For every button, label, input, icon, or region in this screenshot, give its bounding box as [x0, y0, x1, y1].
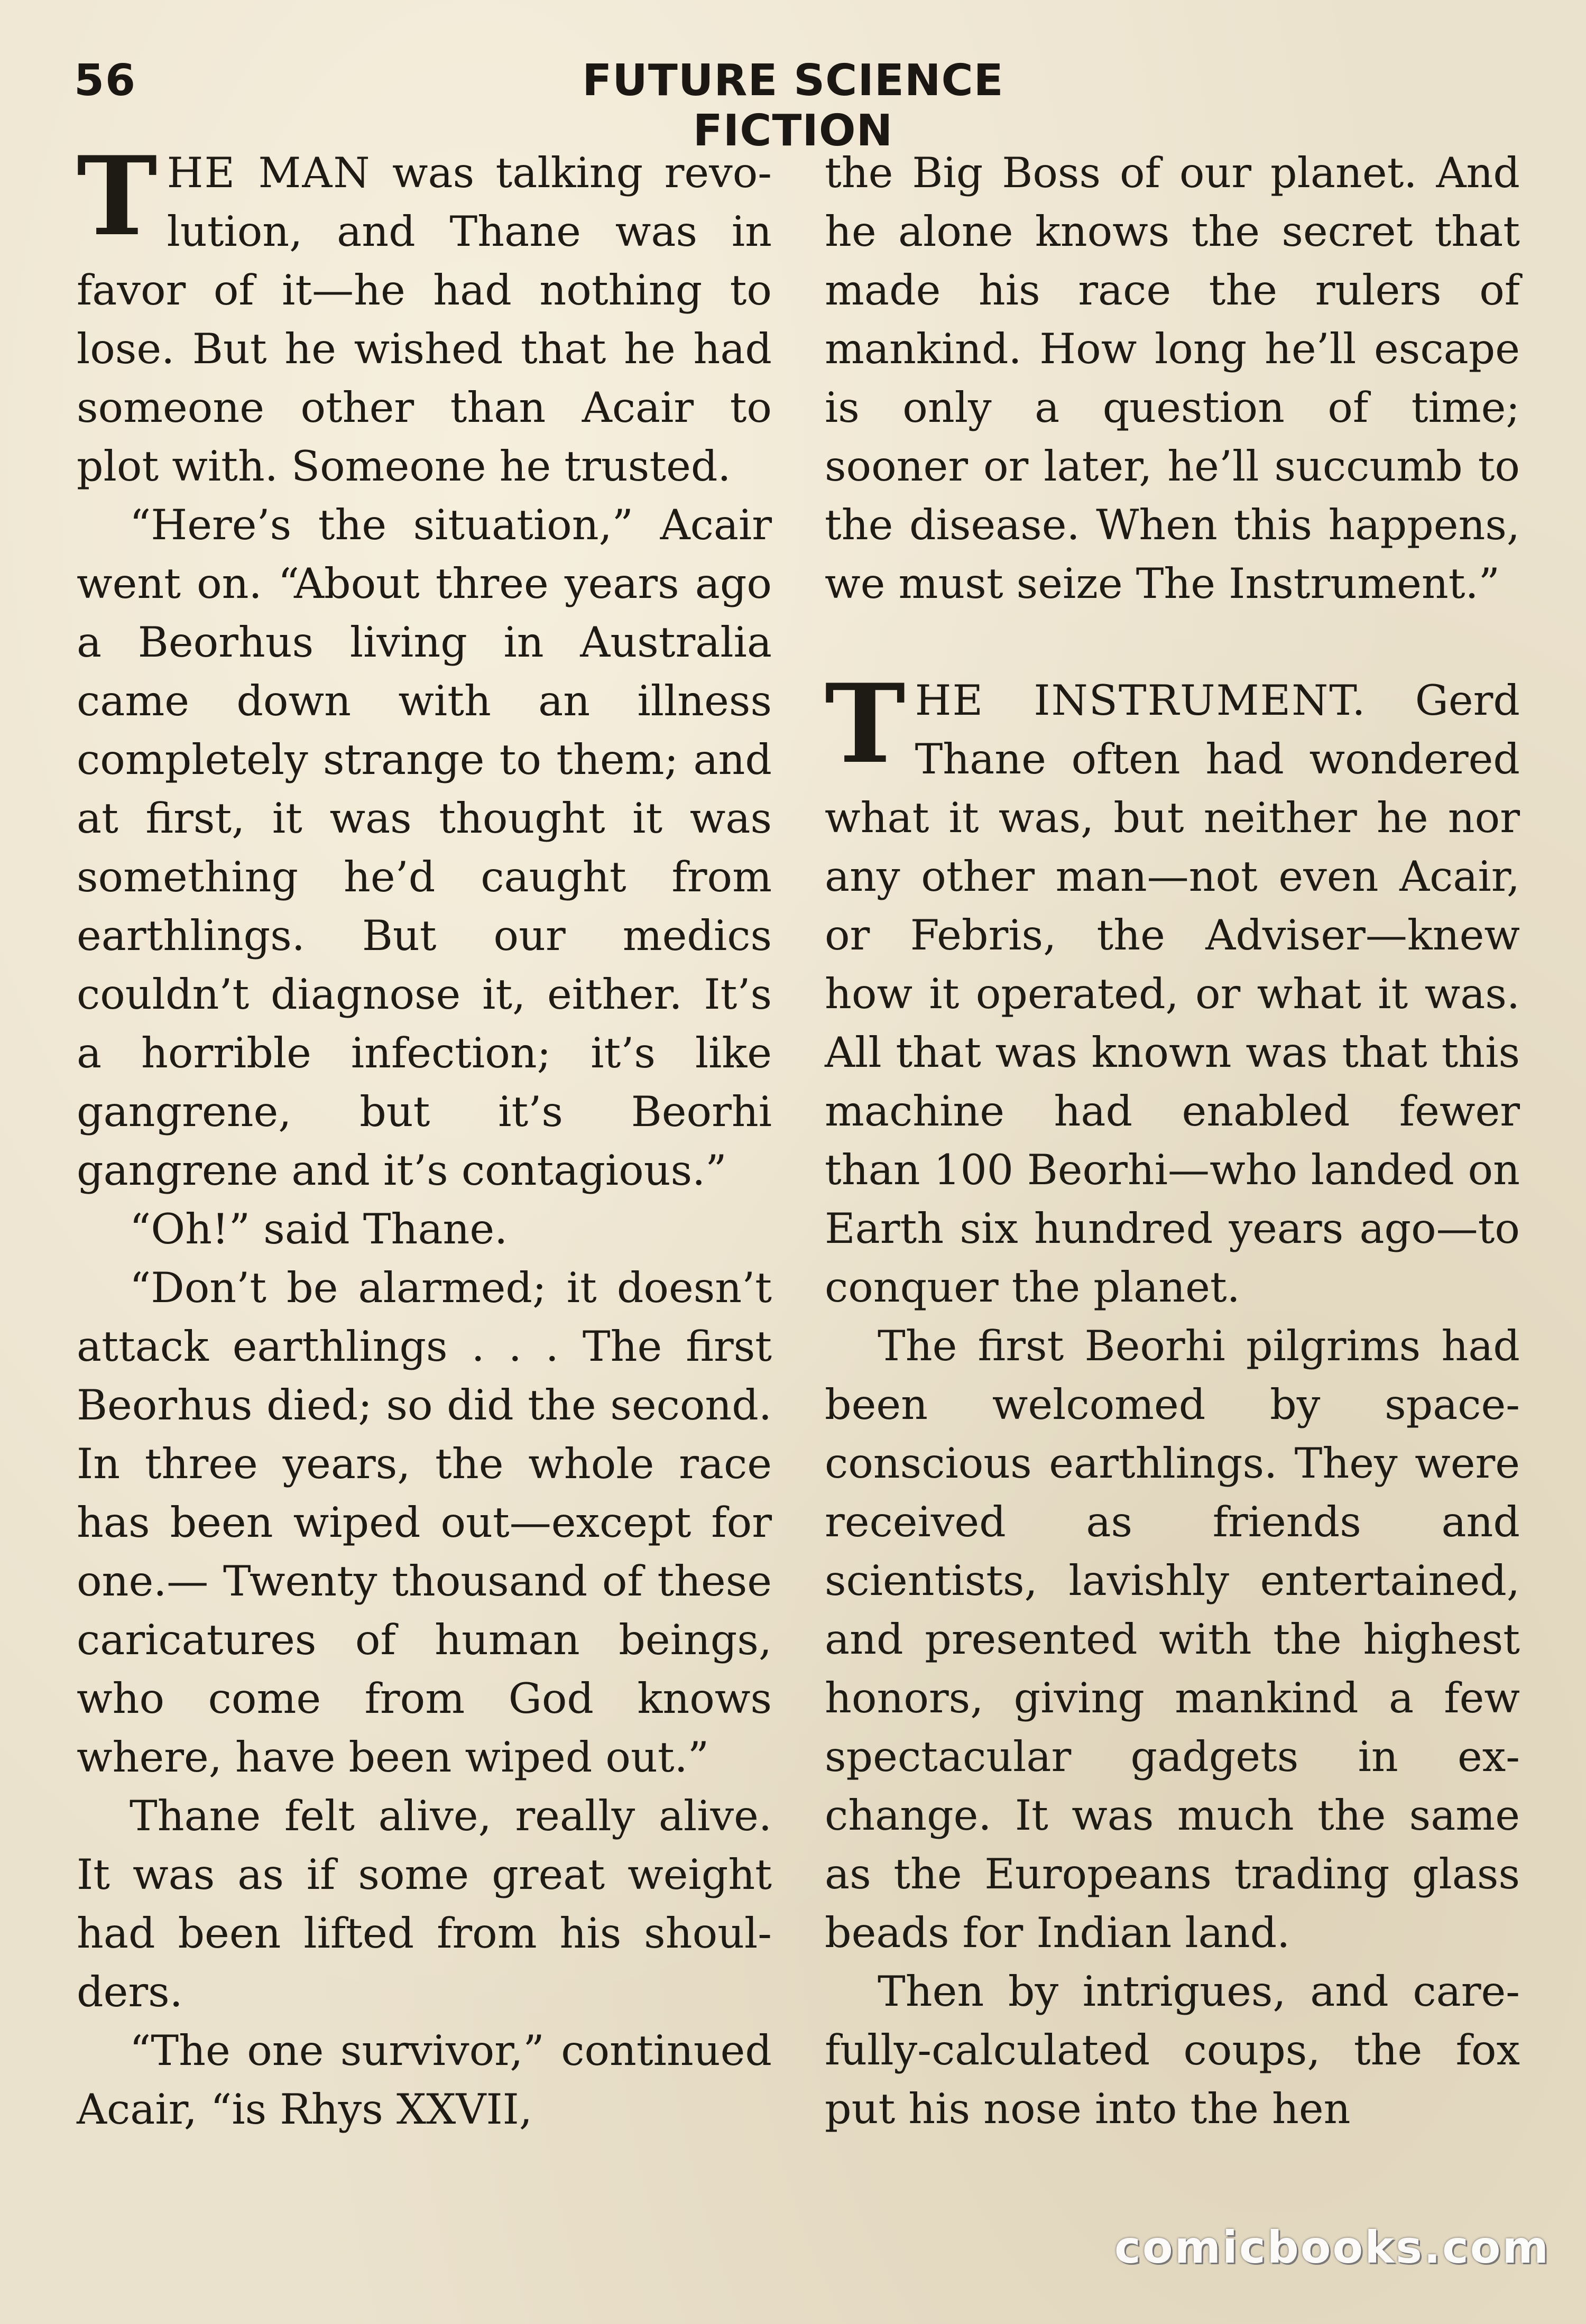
paragraph-text: was talking revolution, and Thane was in favor of it—he had nothing to lose. But he wished that he had someone other than Acair to plot with. Someone he trusted.	[77, 149, 772, 491]
drop-cap: T	[77, 133, 158, 260]
right-column	[825, 144, 1520, 2138]
paragraph: Thane felt alive, really alive. It was as if some great weight had been lifted from his shoulders.	[77, 1792, 772, 2016]
opening-small-caps: HE MAN	[167, 149, 371, 197]
section-break	[825, 613, 1520, 671]
section-small-caps: HE INSTRUMENT.	[915, 676, 1367, 725]
paragraph: “Here’s the situation,” Acair went on. “About three years ago a Beorhus living in Australia came down with an illness completely strange to them; and at first, it was thought it was something he’d caught from earthlings. But our medics couldn’t diagnose it, either. It’s a horrible infection; it’s like gangrene, but it’s Beorhi gangrene and it’s contagious.”	[77, 501, 772, 1195]
paragraph-text: Gerd Thane often had wondered what it was, but neither he nor any other man—not even Acair, or Febris, the Adviser—knew how it operated, or what it was. All that was known was that this machine had enabled fewer than 100 Beorhi—who landed on Earth six hundred years ago—to conquer the planet.	[825, 676, 1520, 1312]
paragraph: “Don’t be alarmed; it doesn’t attack earthlings . . . The first Beorhus died; so did the second. In three years, the whole race has been wiped out—except for one.— Twenty thousand of these caricatures of human beings, who come from God knows where, have been wiped out.”	[77, 1264, 772, 1782]
drop-cap: T	[825, 661, 906, 788]
section-opening-paragraph	[825, 661, 1520, 1317]
paragraph: “The one survivor,” continued Acair, “is Rhys XXVII,	[77, 2026, 772, 2134]
page-number: 56	[74, 56, 137, 106]
paragraph: “Oh!” said Thane.	[130, 1205, 508, 1253]
left-column	[77, 133, 772, 2139]
running-head-title: FUTURE SCIENCE FICTION	[582, 56, 1004, 156]
paragraph: The first Beorhi pilgrims had been welcomed by spaceconscious earthlings. They were received as friends and scientists, lavishly entertained, and presented with the highest honors, giving mankind a few spectacular gadgets in exchange. It was much the same as the Europeans trading glass beads for Indian land.	[825, 1322, 1520, 1957]
site-watermark: comicbooks.com	[1114, 2221, 1550, 2273]
continuation-paragraph: the Big Boss of our planet. And he alone knows the secret that made his race the rulers of mankind. How long he’ll escape is only a question of time; sooner or later, he’ll succumb to the disease. When this happens, we must seize The Instrument.”	[825, 149, 1520, 608]
paragraph: Then by intrigues, and carefully-calculated coups, the fox put his nose into the hen	[825, 1967, 1520, 2133]
opening-paragraph	[77, 133, 772, 496]
